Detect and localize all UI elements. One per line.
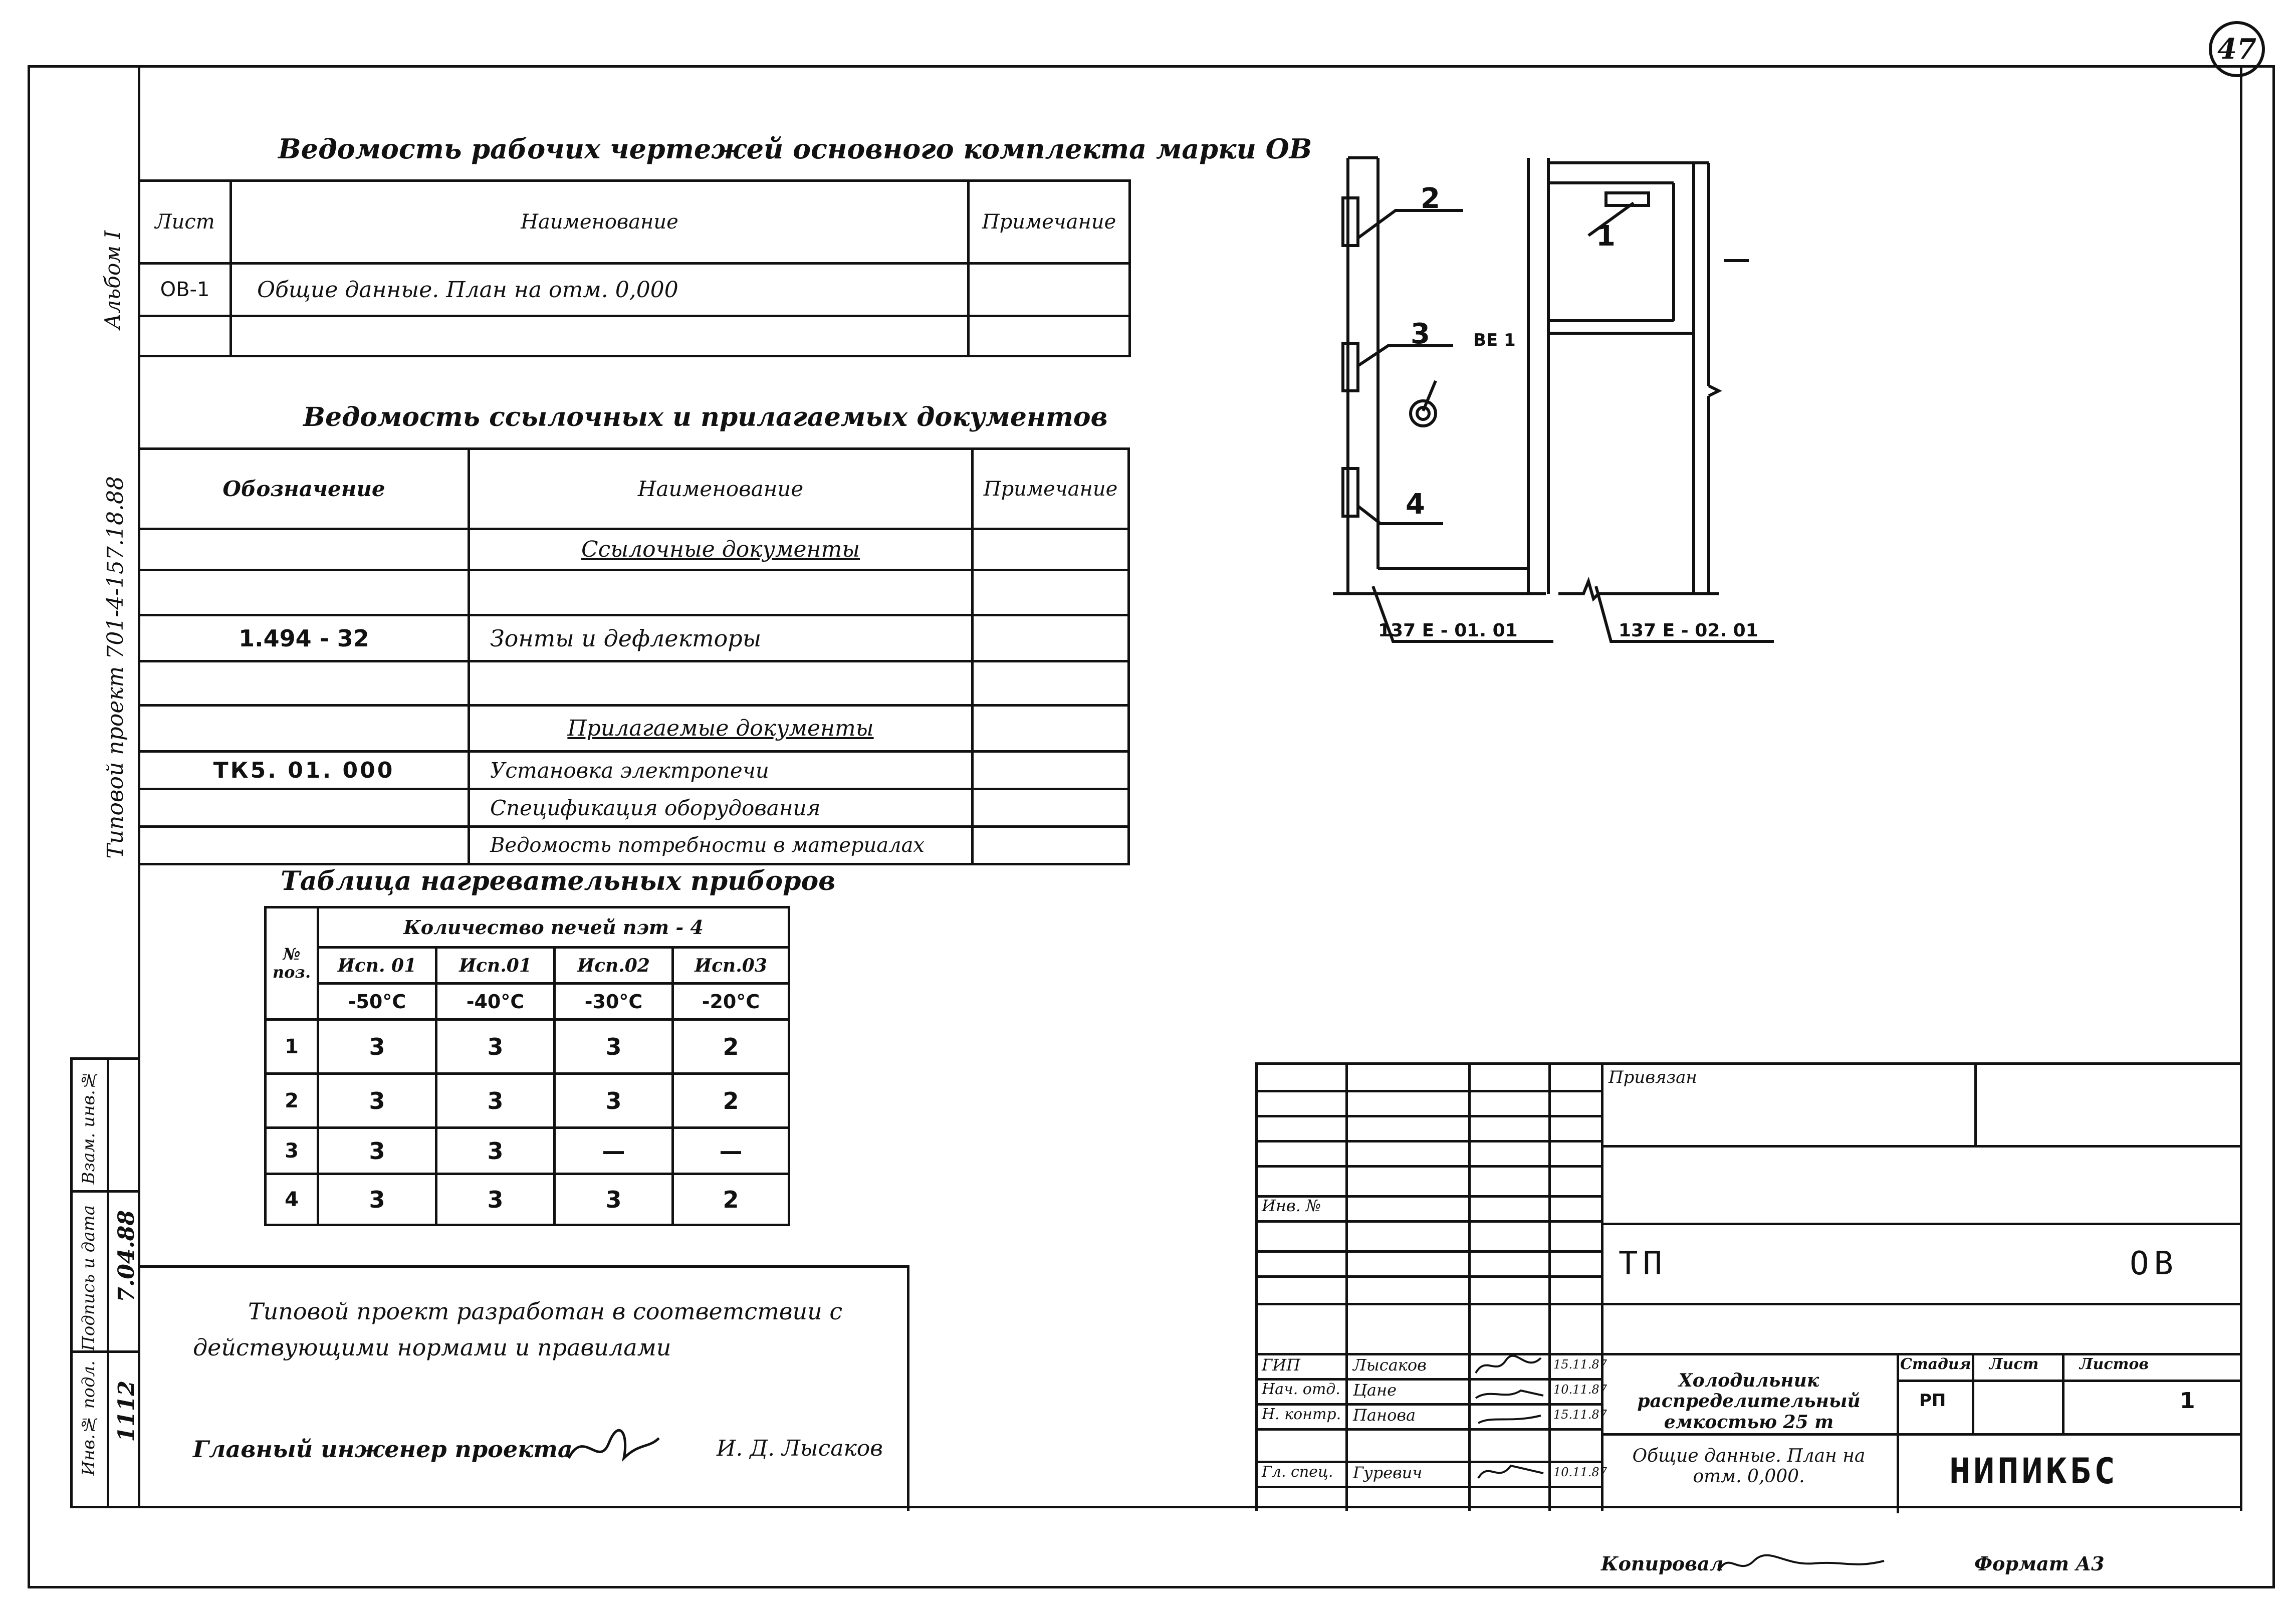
col-temp: -30°С: [555, 984, 673, 1020]
cell-code: ТК5. 01. 000: [139, 752, 469, 789]
chief-name: И. Д. Лысаков: [717, 1436, 883, 1461]
col-version: Исп. 01: [318, 948, 436, 984]
role-norm: Н. контр.: [1262, 1406, 1341, 1423]
plan-equipment-label: ВЕ 1: [1473, 330, 1516, 350]
table-row: [139, 706, 1129, 752]
role-spec: Гл. спец.: [1262, 1463, 1333, 1481]
table-row: 3 3 3 — —: [266, 1128, 789, 1174]
group-header: Количество печей пэт - 4: [318, 907, 789, 948]
cell-name: Общие данные. План на отм. 0,000: [231, 264, 969, 316]
table-row: 2 3 3 3 2: [266, 1074, 789, 1128]
left-stamp: [70, 1057, 140, 1508]
col-note: Примечание: [973, 449, 1129, 529]
chief-label: Главный инженер проекта: [193, 1436, 573, 1463]
col-version: Исп.03: [673, 948, 789, 984]
plan-label-2: 2: [1421, 182, 1440, 215]
plan-label-4: 4: [1406, 488, 1425, 521]
col-temp: -20°С: [673, 984, 789, 1020]
col-version: Исп.01: [436, 948, 555, 984]
col-version: Исп.02: [555, 948, 673, 984]
date-norm: 15.11.87: [1553, 1408, 1607, 1422]
table-row: [139, 827, 1129, 864]
sheet-name: Общие данные. План на отм. 0,000.: [1632, 1446, 1866, 1487]
col-pos: № поз.: [266, 907, 318, 1020]
plan-room-ref-2: 137 Е - 02. 01: [1619, 620, 1758, 641]
role-gip: ГИП: [1262, 1355, 1300, 1374]
stamp-label-replace: Взам. инв.№: [79, 1070, 99, 1185]
refs-list-table: [138, 447, 1130, 865]
stage-label: Стадия: [1900, 1355, 1971, 1373]
note-text-2: действующими нормами и правилами: [193, 1334, 671, 1361]
drawings-list-table: [138, 179, 1131, 357]
cell-code: 1.494 - 32: [139, 615, 469, 661]
col-code: Обозначение: [139, 449, 469, 529]
col-note: Примечание: [969, 181, 1130, 264]
album-label: Альбом I: [100, 231, 125, 330]
date-gip: 15.11.87: [1553, 1357, 1607, 1371]
table-row: [139, 264, 1130, 316]
sheet-label: Лист: [1989, 1355, 2039, 1373]
stage-value: РП: [1919, 1391, 1946, 1411]
doc-code-right: ОВ: [2130, 1245, 2179, 1282]
table-row: 1 3 3 3 2: [266, 1020, 789, 1074]
table-row: [139, 570, 1129, 615]
sheets-label: Листов: [2080, 1355, 2149, 1373]
project-label: Типовой проект 701-4-157.18.88: [103, 476, 128, 859]
stamp-label-inv: Инв.№ подл.: [79, 1360, 99, 1476]
cell-name: Ведомость потребности в материалах: [469, 827, 973, 864]
stamp-value-date: 7.04.88: [114, 1210, 139, 1302]
copier-signature-icon: [1714, 1546, 1889, 1581]
cell-name: Зонты и дефлекторы: [469, 615, 973, 661]
copied-label: Копировал: [1601, 1552, 1724, 1575]
col-sheet: Лист: [139, 181, 231, 264]
col-name: Наименование: [469, 449, 973, 529]
name-norm: Панова: [1353, 1406, 1416, 1425]
cell-name: Установка электропечи: [469, 752, 973, 789]
plan-room-ref-1: 137 Е - 01. 01: [1378, 620, 1518, 641]
sheet-number: 47: [2209, 21, 2265, 77]
col-temp: -50°С: [318, 984, 436, 1020]
table-row: [139, 316, 1130, 356]
table-row: [139, 661, 1129, 706]
plan-label-3: 3: [1411, 318, 1430, 350]
table-row: [139, 615, 1129, 661]
cell-name: Спецификация оборудования: [469, 789, 973, 827]
heaters-title: Таблица нагревательных приборов: [281, 866, 836, 896]
floor-plan: [1323, 145, 1774, 671]
name-spec: Гуревич: [1353, 1463, 1423, 1482]
stamp-value-inv: 1112: [114, 1381, 139, 1442]
heaters-table: [264, 906, 790, 1226]
refs-list-title: Ведомость ссылочных и прилагаемых документов: [303, 402, 1108, 432]
role-head: Нач. отд.: [1262, 1381, 1340, 1398]
doc-code-left: ТП: [1619, 1245, 1668, 1282]
name-head: Цане: [1353, 1381, 1397, 1400]
date-spec: 10.11.87: [1553, 1465, 1607, 1479]
signatures-icon: [1471, 1353, 1548, 1488]
table-row: 4 3 3 3 2: [266, 1174, 789, 1225]
col-temp: -40°С: [436, 984, 555, 1020]
inv-label: Инв. №: [1262, 1196, 1321, 1215]
title-block: [1255, 1062, 2242, 1511]
table-row: [139, 752, 1129, 789]
sheets-value: 1: [2180, 1388, 2195, 1414]
cell-note: [969, 264, 1130, 316]
object-name: Холодильник распределительный емкостью 25 т: [1637, 1370, 1861, 1433]
chief-signature-icon: [564, 1423, 664, 1473]
name-gip: Лысаков: [1353, 1355, 1427, 1374]
privyazan-label: Привязан: [1609, 1067, 1697, 1087]
cell-sheet: ОВ-1: [139, 264, 231, 316]
table-row: [139, 789, 1129, 827]
drawings-list-title: Ведомость рабочих чертежей основного комплекта марки ОВ: [278, 133, 1312, 165]
section-attached: Прилагаемые документы: [469, 706, 973, 752]
organization: НИПИКБС: [1949, 1451, 2119, 1492]
note-text-1: Типовой проект разработан в соответствии с: [248, 1298, 843, 1325]
note-block: [138, 1265, 909, 1511]
stamp-label-sign: Подпись и дата: [79, 1205, 99, 1351]
date-head: 10.11.87: [1553, 1383, 1607, 1397]
section-referenced: Ссылочные документы: [469, 529, 973, 570]
col-name: Наименование: [231, 181, 969, 264]
table-row: [139, 529, 1129, 570]
plan-label-1: 1: [1596, 220, 1616, 253]
format-label: Формат А3: [1974, 1552, 2105, 1575]
